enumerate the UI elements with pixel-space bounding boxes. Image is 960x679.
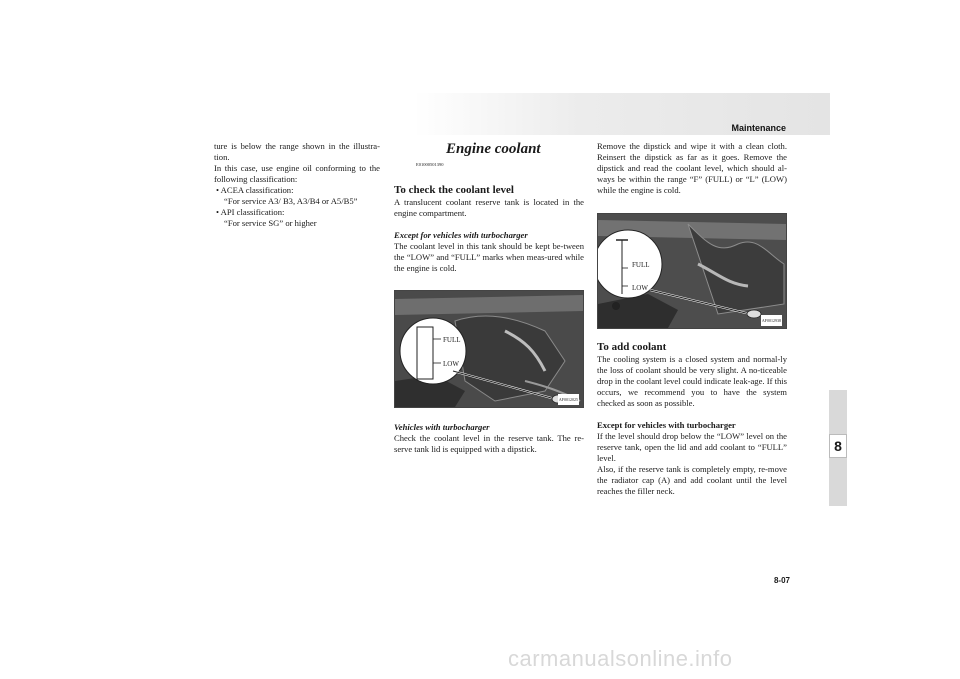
- column-right: [597, 141, 787, 497]
- body-text: A translucent coolant reserve tank is located in the engine compartment.: [394, 196, 584, 218]
- chapter-number: 8: [829, 434, 847, 458]
- case-heading: Except for vehicles with turbocharger: [394, 229, 528, 240]
- figure-code: AF0012025: [558, 394, 579, 405]
- bullet-label: • API classification:: [216, 207, 285, 217]
- bullet-label: • ACEA classification:: [216, 185, 294, 195]
- full-mark-label: FULL: [632, 261, 650, 269]
- engine-illustration: [395, 291, 583, 407]
- low-mark-label: LOW: [632, 284, 648, 292]
- low-mark-label: LOW: [443, 359, 459, 368]
- section-title: Engine coolant: [446, 141, 541, 157]
- figure-dipstick: [597, 213, 787, 329]
- subsection-heading: To add coolant: [597, 341, 667, 353]
- section-code: E01000501390: [416, 161, 444, 167]
- watermark: carmanualsonline.info: [508, 646, 733, 671]
- body-text: The cooling system is a closed system and normal-ly the loss of coolant should be very slight. A no-ticeable drop in the coolant level could indicate leak-age. If this occurs, we recommend you to have the system checked as soon as possible.: [597, 354, 787, 408]
- engine-illustration: [598, 214, 786, 328]
- case-heading: Vehicles with turbocharger: [394, 421, 490, 432]
- figure-reserve-tank: [394, 290, 584, 408]
- figure-code: AF0012938: [761, 315, 782, 326]
- column-left: [214, 141, 380, 229]
- full-mark-label: FULL: [443, 335, 461, 344]
- bullet-value: “For service A3/ B3, A3/B4 or A5/B5”: [224, 196, 358, 206]
- page-number: 8-07: [773, 576, 790, 585]
- body-text: The coolant level in this tank should be kept be-tween the “LOW” and “FULL” marks when meas-ured while the engine is cold.: [394, 240, 584, 273]
- body-text: ture is below the range shown in the illustra-tion.: [214, 141, 380, 162]
- body-text: If the level should drop below the “LOW” level on the reserve tank, open the lid and add coolant to “FULL” level.: [597, 431, 787, 463]
- body-text: Remove the dipstick and wipe it with a clean cloth. Reinsert the dipstick as far as it goes. Remove the dipstick and read the coolant level, which should al-ways be within the range “F” (FULL) or “L” (LOW) while the engine is cold.: [597, 141, 787, 195]
- body-text: Check the coolant level in the reserve tank. The re-serve tank lid is equipped with a dipstick.: [394, 432, 584, 454]
- running-header: Maintenance: [731, 123, 786, 133]
- case-heading: Except for vehicles with turbocharger: [597, 420, 736, 430]
- bullet-value: “For service SG” or higher: [224, 218, 317, 228]
- column-middle: [394, 141, 584, 455]
- body-text: Also, if the reserve tank is completely empty, re-move the radiator cap (A) and add coolant until the level reaches the filler neck.: [597, 464, 787, 496]
- subsection-heading: To check the coolant level: [394, 183, 514, 196]
- body-text: In this case, use engine oil conforming to the following classification:: [214, 163, 380, 184]
